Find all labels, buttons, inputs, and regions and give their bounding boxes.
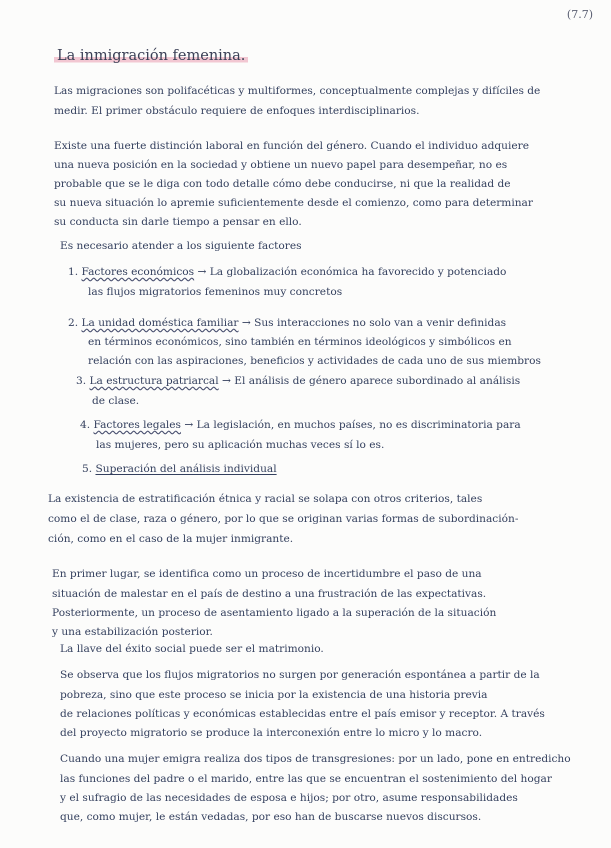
factor-term: Factores legales [93,419,181,431]
text-line: las funciones del padre o el marido, entre las que se encuentran el sostenimiento del hogar [60,773,552,785]
text-line: situación de malestar en el país de destino a una frustración de las expectativas. [52,588,487,600]
text-line: Existe una fuerte distinción laboral en función del género. Cuando el individuo adquiere [54,140,529,152]
text-line: ción, como en el caso de la mujer inmigrante. [48,533,294,545]
text-line: relación con las aspiraciones, beneficios y actividades de cada uno de sus miembros [88,355,541,367]
text-line: La existencia de estratificación étnica y racial se solapa con otros criterios, tales [48,493,483,505]
factor-text: → Sus interacciones no solo van a venir definidas [241,317,507,329]
text-line: de relaciones políticas y económicas establecidas entre el país emisor y receptor. A través [60,708,545,720]
text-line: en términos económicos, sino también en términos ideológicos y simbólicos en [88,336,512,348]
factor-number: 1. [68,266,79,278]
factor-item [80,418,521,432]
factor-text: → El análisis de género aparece subordinado al análisis [222,375,521,387]
factor-term: La unidad doméstica familiar [81,317,239,329]
text-line: Posteriormente, un proceso de asentamiento ligado a la superación de la situación [52,607,497,619]
text-line: y una estabilización posterior. [52,626,213,638]
factor-number: 4. [80,419,91,431]
text-line: que, como mujer, le están vedadas, por eso han de buscarse nuevos discursos. [60,811,482,823]
text-line: Cuando una mujer emigra realiza dos tipos de transgresiones: por un lado, pone en entredicho [60,753,571,765]
text-line: su conducta sin darle tiempo a pensar en ello. [54,216,302,228]
text-line: En primer lugar, se identifica como un proceso de incertidumbre el paso de una [52,568,482,580]
text-line: como el de clase, raza o género, por lo que se originan varias formas de subordinación- [48,513,519,525]
factor-number: 3. [76,375,87,387]
text-line: de clase. [92,395,140,407]
text-line: Es necesario atender a los siguiente factores [60,240,302,252]
text-line: Las migraciones son polifacéticas y multiformes, conceptualmente complejas y difíciles de [54,85,541,97]
text-line: las flujos migratorios femeninos muy concretos [88,286,343,298]
factor-text: → La globalización económica ha favorecido y potenciado [197,266,507,278]
factor-term: Superación del análisis individual [95,463,277,475]
factor-text: → La legislación, en muchos países, no es discriminatoria para [184,419,521,431]
text-line: una nueva posición en la sociedad y obtiene un nuevo papel para desempeñar, no es [54,159,508,171]
text-line: probable que se le diga con todo detalle cómo debe conducirse, ni que la realidad de [54,178,511,190]
factor-item [82,462,277,476]
text-line: pobreza, sino que este proceso se inicia por la existencia de una historia previa [60,689,488,701]
factor-number: 5. [82,463,93,475]
text-line: las mujeres, pero su aplicación muchas veces sí lo es. [96,439,385,451]
factor-item [68,316,506,330]
text-line: del proyecto migratorio se produce la interconexión entre lo micro y lo macro. [60,727,483,739]
text-line: La llave del éxito social puede ser el matrimonio. [60,643,324,655]
factor-item [76,374,520,388]
factor-number: 2. [68,317,79,329]
factor-item [68,265,506,279]
page-title: La inmigración femenina. [54,48,248,64]
factor-term: Factores económicos [81,266,195,278]
page-number: (7.7) [566,8,593,21]
text-line: medir. El primer obstáculo requiere de enfoques interdisciplinarios. [54,105,420,117]
text-line: su nueva situación lo apremie suficientemente desde el comienzo, como para determinar [54,197,533,209]
text-line: y el sufragio de las necesidades de esposa e hijos; por otro, asume responsabilidades [60,792,518,804]
text-line: Se observa que los flujos migratorios no surgen por generación espontánea a partir de la [60,669,540,681]
factor-term: La estructura patriarcal [89,375,219,387]
